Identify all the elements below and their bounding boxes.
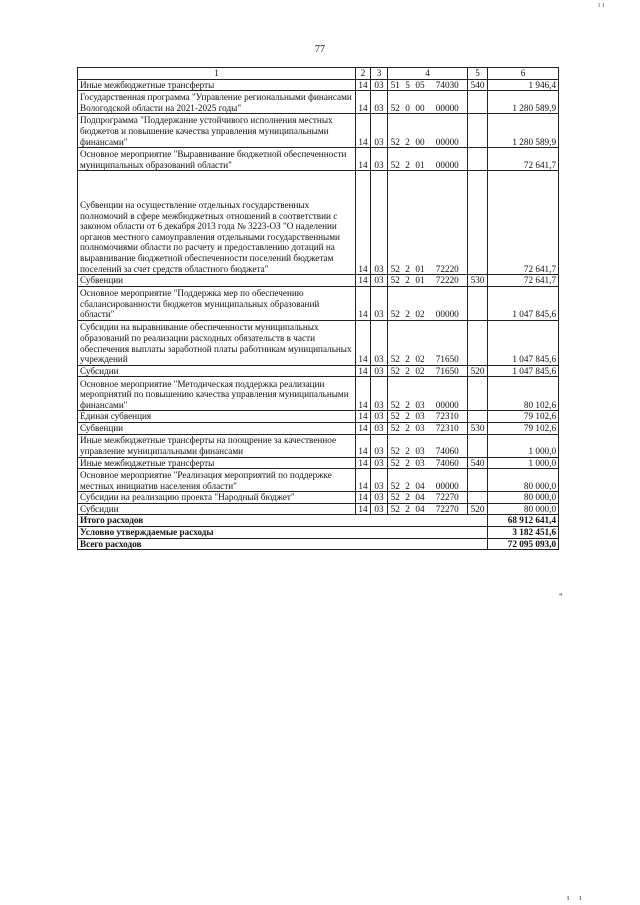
header-col-3: 3 — [371, 68, 388, 80]
table-header-row — [78, 68, 559, 80]
total-row — [78, 526, 559, 538]
row-section: 14 — [356, 365, 371, 377]
row-code-subprogram: 2 — [403, 469, 413, 492]
row-amount: 80 102,6 — [488, 377, 559, 411]
row-name: Единая субвенция — [78, 411, 356, 423]
total-amount: 72 095 093,0 — [488, 538, 559, 550]
table-row — [78, 275, 559, 287]
row-code-subprogram: 2 — [403, 171, 413, 275]
row-code-direction: 72270 — [428, 503, 468, 515]
row-amount: 1 047 845,6 — [488, 365, 559, 377]
row-name: Субсидии на выравнивание обеспеченности муниципальных образований по реализации расходных обязательств в части обеспечения выплаты заработной платы работникам муниципальных учреждений — [78, 320, 356, 365]
table-row — [78, 320, 559, 365]
row-amount: 72 641,7 — [488, 171, 559, 275]
row-code-subprogram: 2 — [403, 492, 413, 504]
row-name: Основное мероприятие "Поддержка мер по обеспечению сбалансированности бюджетов муниципальных образований области" — [78, 286, 356, 320]
row-code-subprogram: 5 — [403, 79, 413, 91]
row-section: 14 — [356, 377, 371, 411]
row-section: 14 — [356, 148, 371, 171]
row-expense-type: 520 — [468, 503, 488, 515]
row-code-measure: 03 — [413, 411, 428, 423]
row-code-program: 51 — [388, 79, 403, 91]
row-subsection: 03 — [371, 503, 388, 515]
row-section: 14 — [356, 411, 371, 423]
row-expense-type: 520 — [468, 365, 488, 377]
row-subsection: 03 — [371, 377, 388, 411]
row-section: 14 — [356, 469, 371, 492]
row-expense-type: 530 — [468, 422, 488, 434]
row-code-subprogram: 2 — [403, 148, 413, 171]
row-section: 14 — [356, 114, 371, 148]
header-col-6: 6 — [488, 68, 559, 80]
row-code-subprogram: 2 — [403, 422, 413, 434]
row-expense-type — [468, 91, 488, 114]
total-label: Условно утверждаемые расходы — [78, 526, 488, 538]
row-code-measure: 03 — [413, 434, 428, 457]
row-amount: 80 000,0 — [488, 469, 559, 492]
row-amount: 79 102,6 — [488, 422, 559, 434]
row-code-subprogram: 2 — [403, 411, 413, 423]
row-subsection: 03 — [371, 275, 388, 287]
row-subsection: 03 — [371, 422, 388, 434]
row-code-subprogram: 2 — [403, 434, 413, 457]
total-amount: 68 912 641,4 — [488, 515, 559, 527]
row-code-measure: 05 — [413, 79, 428, 91]
row-code-direction: 74060 — [428, 434, 468, 457]
row-subsection: 03 — [371, 171, 388, 275]
budget-table — [77, 67, 559, 550]
row-expense-type — [468, 114, 488, 148]
row-code-measure: 04 — [413, 492, 428, 504]
row-code-measure: 02 — [413, 286, 428, 320]
row-section: 14 — [356, 503, 371, 515]
row-code-subprogram: 2 — [403, 365, 413, 377]
row-code-measure: 03 — [413, 377, 428, 411]
row-name: Основное мероприятие "Реализация мероприятий по поддержке местных инициатив населения области" — [78, 469, 356, 492]
row-code-measure: 01 — [413, 148, 428, 171]
row-code-direction: 74030 — [428, 79, 468, 91]
row-code-program: 52 — [388, 365, 403, 377]
row-amount: 1 047 845,6 — [488, 320, 559, 365]
table-row — [78, 469, 559, 492]
header-col-4: 4 — [388, 68, 468, 80]
row-amount: 80 000,0 — [488, 492, 559, 504]
row-code-measure: 03 — [413, 422, 428, 434]
row-code-direction: 72220 — [428, 275, 468, 287]
row-subsection: 03 — [371, 411, 388, 423]
row-code-program: 52 — [388, 411, 403, 423]
row-subsection: 03 — [371, 320, 388, 365]
row-code-program: 52 — [388, 320, 403, 365]
row-section: 14 — [356, 91, 371, 114]
row-code-direction: 71650 — [428, 320, 468, 365]
row-expense-type — [468, 148, 488, 171]
row-code-program: 52 — [388, 377, 403, 411]
row-code-direction: 00000 — [428, 377, 468, 411]
row-expense-type: 530 — [468, 275, 488, 287]
row-subsection: 03 — [371, 79, 388, 91]
row-code-program: 52 — [388, 286, 403, 320]
row-code-direction: 00000 — [428, 91, 468, 114]
row-section: 14 — [356, 79, 371, 91]
row-section: 14 — [356, 286, 371, 320]
row-section: 14 — [356, 171, 371, 275]
row-code-program: 52 — [388, 503, 403, 515]
row-code-subprogram: 2 — [403, 275, 413, 287]
table-row — [78, 492, 559, 504]
row-code-program: 52 — [388, 492, 403, 504]
row-expense-type — [468, 320, 488, 365]
row-code-direction: 00000 — [428, 114, 468, 148]
row-code-measure: 01 — [413, 171, 428, 275]
row-name: Субвенции — [78, 275, 356, 287]
total-label: Всего расходов — [78, 538, 488, 550]
row-name: Иные межбюджетные трансферты — [78, 457, 356, 469]
row-code-subprogram: 2 — [403, 457, 413, 469]
row-expense-type — [468, 434, 488, 457]
scan-mark-top: ı ı — [598, 0, 605, 9]
row-amount: 1 280 589,9 — [488, 91, 559, 114]
table-row — [78, 114, 559, 148]
total-label: Итого расходов — [78, 515, 488, 527]
row-code-program: 52 — [388, 148, 403, 171]
row-code-program: 52 — [388, 469, 403, 492]
row-subsection: 03 — [371, 148, 388, 171]
row-code-direction: 72220 — [428, 171, 468, 275]
row-code-program: 52 — [388, 171, 403, 275]
table-row — [78, 148, 559, 171]
row-code-program: 52 — [388, 91, 403, 114]
row-code-direction: 72270 — [428, 492, 468, 504]
total-row — [78, 515, 559, 527]
row-expense-type — [468, 286, 488, 320]
table-row — [78, 503, 559, 515]
row-subsection: 03 — [371, 492, 388, 504]
row-section: 14 — [356, 492, 371, 504]
table-row — [78, 422, 559, 434]
row-code-program: 52 — [388, 422, 403, 434]
row-code-direction: 71650 — [428, 365, 468, 377]
row-code-direction: 72310 — [428, 411, 468, 423]
row-name: Субсидии — [78, 365, 356, 377]
row-code-direction: 00000 — [428, 286, 468, 320]
table-row — [78, 171, 559, 275]
row-name: Основное мероприятие "Выравнивание бюджетной обеспеченности муниципальных образований области" — [78, 148, 356, 171]
row-name: Основное мероприятие "Методическая поддержка реализации мероприятий по повышению качества управления муниципальными финансами" — [78, 377, 356, 411]
row-code-measure: 02 — [413, 320, 428, 365]
row-subsection: 03 — [371, 91, 388, 114]
row-code-program: 52 — [388, 114, 403, 148]
row-amount: 1 000,0 — [488, 457, 559, 469]
row-amount: 1 280 589,9 — [488, 114, 559, 148]
table-row — [78, 79, 559, 91]
row-code-measure: 00 — [413, 114, 428, 148]
row-code-direction: 72310 — [428, 422, 468, 434]
row-expense-type: 540 — [468, 457, 488, 469]
header-col-1: 1 — [78, 68, 356, 80]
row-amount: 72 641,7 — [488, 148, 559, 171]
header-col-5: 5 — [468, 68, 488, 80]
row-code-measure: 02 — [413, 365, 428, 377]
row-name: Подпрограмма "Поддержание устойчивого исполнения местных бюджетов и повышение качества управления муниципальными финансами" — [78, 114, 356, 148]
table-row — [78, 457, 559, 469]
row-code-direction: 00000 — [428, 148, 468, 171]
row-code-measure: 00 — [413, 91, 428, 114]
table-row — [78, 91, 559, 114]
row-code-measure: 04 — [413, 503, 428, 515]
row-section: 14 — [356, 457, 371, 469]
row-amount: 1 000,0 — [488, 434, 559, 457]
row-code-subprogram: 2 — [403, 377, 413, 411]
row-name: Субвенции на осуществление отдельных государственных полномочий в сфере межбюджетных отношений в соответствии с законом области от 6 декабря 2013 года № 3223-ОЗ "О наделении органов местного самоуправления отдельными государственными полномочиями области по расчету и предоставлению дотаций на выравнивание бюджетной обеспеченности поселений бюджетам поселений за счет средств областного бюджета" — [78, 171, 356, 275]
row-code-measure: 01 — [413, 275, 428, 287]
row-expense-type — [468, 377, 488, 411]
row-amount: 72 641,7 — [488, 275, 559, 287]
row-subsection: 03 — [371, 114, 388, 148]
row-section: 14 — [356, 320, 371, 365]
row-code-measure: 03 — [413, 457, 428, 469]
row-subsection: 03 — [371, 365, 388, 377]
row-expense-type — [468, 171, 488, 275]
row-section: 14 — [356, 434, 371, 457]
table-row — [78, 377, 559, 411]
page-number: 77 — [315, 44, 325, 55]
header-col-2: 2 — [356, 68, 371, 80]
row-code-subprogram: 2 — [403, 503, 413, 515]
row-name: Субсидии — [78, 503, 356, 515]
closing-quote-mark: " — [559, 592, 563, 602]
row-code-program: 52 — [388, 434, 403, 457]
table-row — [78, 434, 559, 457]
row-amount: 80 000,0 — [488, 503, 559, 515]
row-code-subprogram: 2 — [403, 320, 413, 365]
row-amount: 1 946,4 — [488, 79, 559, 91]
row-name: Субвенции — [78, 422, 356, 434]
row-code-measure: 04 — [413, 469, 428, 492]
row-code-direction: 00000 — [428, 469, 468, 492]
row-subsection: 03 — [371, 434, 388, 457]
row-expense-type: 540 — [468, 79, 488, 91]
row-name: Иные межбюджетные трансферты — [78, 79, 356, 91]
scan-mark-bottom: ı ı — [567, 893, 586, 902]
row-subsection: 03 — [371, 457, 388, 469]
row-amount: 79 102,6 — [488, 411, 559, 423]
row-name: Иные межбюджетные трансферты на поощрение за качественное управление муниципальными финансами — [78, 434, 356, 457]
row-amount: 1 047 845,6 — [488, 286, 559, 320]
row-code-program: 52 — [388, 275, 403, 287]
table-row — [78, 365, 559, 377]
row-expense-type — [468, 469, 488, 492]
table-row — [78, 411, 559, 423]
row-expense-type — [468, 411, 488, 423]
table-row — [78, 286, 559, 320]
row-code-program: 52 — [388, 457, 403, 469]
row-code-subprogram: 2 — [403, 286, 413, 320]
row-expense-type — [468, 492, 488, 504]
row-section: 14 — [356, 275, 371, 287]
row-name: Государственная программа "Управление региональными финансами Вологодской области на 2021-2025 годы" — [78, 91, 356, 114]
row-code-subprogram: 0 — [403, 91, 413, 114]
row-code-subprogram: 2 — [403, 114, 413, 148]
row-subsection: 03 — [371, 286, 388, 320]
row-name: Субсидии на реализацию проекта "Народный бюджет" — [78, 492, 356, 504]
row-subsection: 03 — [371, 469, 388, 492]
row-code-direction: 74060 — [428, 457, 468, 469]
row-section: 14 — [356, 422, 371, 434]
total-amount: 3 182 451,6 — [488, 526, 559, 538]
total-row — [78, 538, 559, 550]
